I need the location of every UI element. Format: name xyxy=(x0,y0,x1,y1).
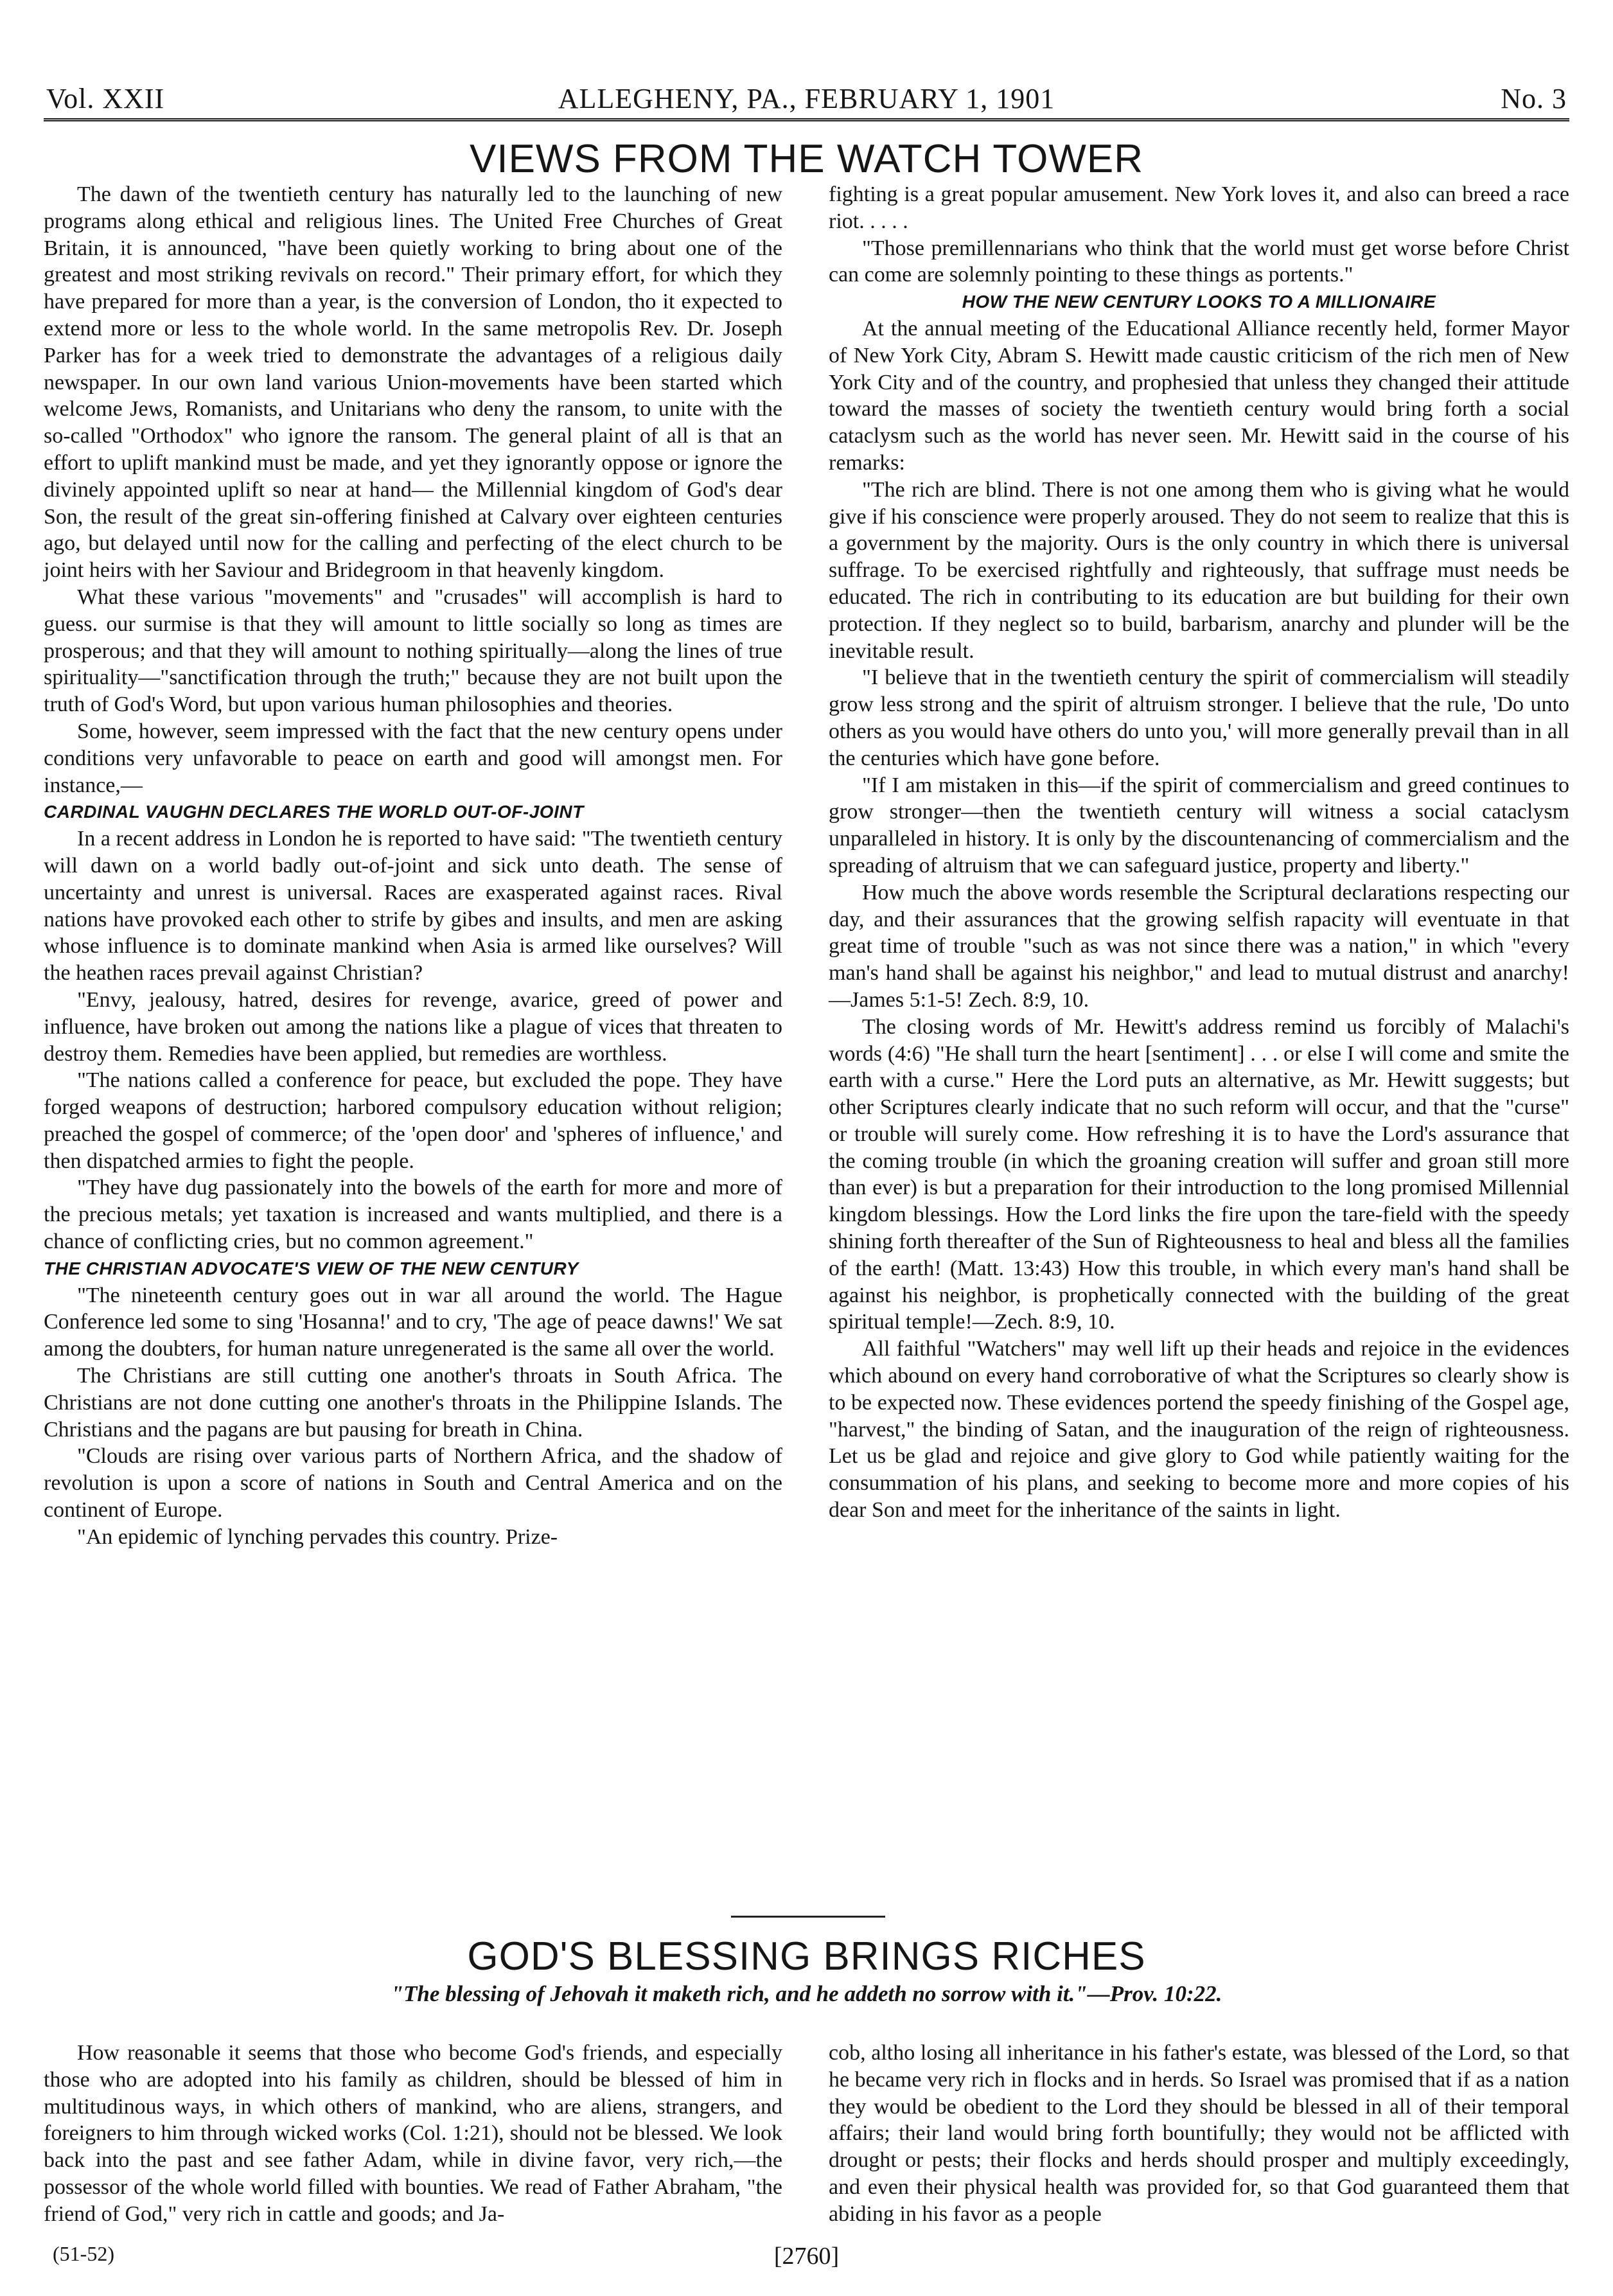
paragraph: "An epidemic of lynching pervades this country. Prize- xyxy=(77,1524,558,1549)
paragraph-continued: fighting is a great popular amusement. New York loves it, and also can breed a race riot. . . . . xyxy=(829,182,1569,233)
page-number: [2760] xyxy=(773,2243,840,2270)
paragraph: What these various "movements" and "crusades" will accomplish is hard to guess. our surmise is that they will amount to little socially so long as times are prosperous; and that they will amount to nothing spiritually—along the lines of true spirituality—"sanctification through the truth;" because they are not built upon the truth of God's Word, but upon various human philosophies and theories. xyxy=(44,585,782,717)
paragraph: The dawn of the twentieth century has naturally led to the launching of new programs along ethical and religious lines. The United Free Churches of Great Britain, it is announced, "have been quietly working to bring about one of the greatest and most striking revivals on record." Their primary effort, for which they have prepared for more than a year, is the conversion of London, tho it expected to extend more or less to the whole world. In the same metropolis Rev. Dr. Joseph Parker has for a week tried to demonstrate the advantages of a religious daily newspaper. In our own land various Union-movements have been started which welcome Jews, Romanists, and Unitarians who deny the ransom, to unite with the so-called "Orthodox" who ignore the ransom. The general plaint of all is that an effort to uplift mankind must be made, and yet they ignorantly oppose or ignore the divinely appointed uplift so near at hand— the Millennial kingdom of God's dear Son, the result of the great sin-offering finished at Calvary over eighteen centuries ago, but delayed until now for the calling and perfecting of the elect church to be joint heirs with her Saviour and Bridegroom in that heavenly kingdom. xyxy=(44,182,782,583)
footer-issue-pages: (51-52) xyxy=(53,2242,114,2265)
paragraph: "The rich are blind. There is not one among them who is giving what he would give if his conscience were properly aroused. They do not seem to realize that this is a government by the majority. Ours is the only country in which there is universal suffrage. To be exercised rightfully and righteously, that suffrage must needs be educated. The rich in contributing to its education are but building for their own protection. If they neglect so to build, barbarism, anarchy and plunder will be the inevitable result. xyxy=(829,477,1569,663)
newspaper-page xyxy=(44,77,1569,2274)
paragraph: Some, however, seem impressed with the fact that the new century opens under conditions very unfavorable to peace on earth and good will amongst men. For instance,— xyxy=(44,719,782,797)
paragraph: "They have dug passionately into the bowels of the earth for more and more of the precious metals; yet taxation is increased and wants multiplied, and there is a chance of conflicting cries, but no common agreement." xyxy=(44,1176,782,1254)
paragraph: "I believe that in the twentieth century the spirit of commercialism will steadily grow less strong and the spirit of altruism stronger. I believe that the rule, 'Do unto others as you would have others do unto you,' will more generally prevail than in all the centuries which have gone before. xyxy=(829,666,1569,770)
section-heading-advocate: THE CHRISTIAN ADVOCATE'S VIEW OF THE NEW CENTURY xyxy=(44,1258,579,1278)
article-title-gods-blessing: GOD'S BLESSING BRINGS RICHES xyxy=(467,1934,1146,1979)
paragraph: "Those premillennarians who think that the world must get worse before Christ can come are solemnly pointing to these things as portents." xyxy=(829,236,1569,287)
paragraph: "If I am mistaken in this—if the spirit of commercialism and greed continues to grow stronger—then the twentieth century will witness a social cataclysm unparalleled in history. It is only by the discountenancing of commercialism and the spreading of altruism that we can safeguard justice, property and liberty." xyxy=(829,773,1569,878)
paragraph: How reasonable it seems that those who become God's friends, and especially those who are adopted into his family as children, should be blessed of him in multitudinous ways, in which others of mankind, who are aliens, strangers, and foreigners to him through wicked works (Col. 1:21), should not be blessed. We look back into the past and see father Adam, while in divine favor, very rich,—the possessor of the whole world filled with bounties. We read of Father Abraham, "the friend of God," very rich in cattle and goods; and Ja- xyxy=(44,2041,782,2226)
paragraph: All faithful "Watchers" may well lift up their heads and rejoice in the evidences which abound on every hand corroborative of what the Scriptures so clearly show is to be expected now. These evidences portend the speedy finishing of the Gospel age, "harvest," the binding of Satan, and the inauguration of the reign of righteousness. Let us be glad and rejoice and give glory to God while patiently waiting for the consummation of his plans, and seeking to become more and more copies of his dear Son and meet for the inheritance of the saints in light. xyxy=(829,1337,1569,1523)
section-heading-vaughn: CARDINAL VAUGHN DECLARES THE WORLD OUT-OF-JOINT xyxy=(44,802,584,822)
article1-column-right xyxy=(829,181,1569,1524)
article-epigraph: "The blessing of Jehovah it maketh rich, and he addeth no sorrow with it."—Prov. 10:22. xyxy=(391,1981,1222,2006)
masthead-number: No. 3 xyxy=(1501,83,1567,114)
paragraph: In a recent address in London he is reported to have said: "The twentieth century will dawn on a world badly out-of-joint and sick unto death. The sense of uncertainty and unrest is universal. Races are exasperated against races. Rival nations have provoked each other to strife by gibes and insults, and men are asking whose influence is to dominate mankind when Asia is armed like ourselves? Will the heathen races prevail against Christian? xyxy=(44,827,782,985)
paragraph: "The nations called a conference for peace, but excluded the pope. They have forged weapons of destruction; harbored compulsory education without religion; preached the gospel of commerce; of the 'open door' and 'spheres of influence,' and then dispatched armies to fight the people. xyxy=(44,1068,782,1173)
paragraph: At the annual meeting of the Educational Alliance recently held, former Mayor of New York City, Abram S. Hewitt made caustic criticism of the rich men of New York City and of the country, and prophesied that unless they changed their attitude toward the masses of society the twentieth century would bring forth a social cataclysm such as the world has never seen. Mr. Hewitt said in the course of his remarks: xyxy=(829,316,1569,475)
article2-column-left xyxy=(44,2040,782,2228)
article1-column-left xyxy=(44,181,782,1551)
masthead-place-date: ALLEGHENY, PA., FEBRUARY 1, 1901 xyxy=(558,83,1055,114)
article2-column-right xyxy=(829,2040,1569,2228)
section-heading-millionaire: HOW THE NEW CENTURY LOOKS TO A MILLIONAIRE xyxy=(962,292,1436,312)
article-title-watch-tower: VIEWS FROM THE WATCH TOWER xyxy=(470,137,1143,181)
paragraph: "Clouds are rising over various parts of Northern Africa, and the shadow of revolution is upon a score of nations in South and Central America and on the continent of Europe. xyxy=(44,1444,782,1523)
masthead-volume: Vol. XXII xyxy=(46,83,165,114)
paragraph-continued: cob, altho losing all inheritance in his father's estate, was blessed of the Lord, so that he became very rich in flocks and in herds. So Israel was promised that if as a nation they would be obedient to the Lord they should be blessed in all of their temporal affairs; their land would bring forth bountifully; they would not be afflicted with drought or pests; their flocks and herds should prosper and multiply exceedingly, and even their physical health was provided for, so that God guaranteed them that abiding in his favor as a people xyxy=(829,2041,1569,2226)
article-divider xyxy=(731,1916,885,1918)
paragraph: How much the above words resemble the Scriptural declarations respecting our day, and their assurances that the growing selfish rapacity will eventuate in that great time of trouble "such as was not since there was a nation," in which "every man's hand shall be against his neighbor," and lead to mutual distrust and anarchy!—James 5:1-5! Zech. 8:9, 10. xyxy=(829,880,1569,1012)
paragraph: The closing words of Mr. Hewitt's address remind us forcibly of Malachi's words (4:6) "He shall turn the heart [sentiment] . . . or else I will come and smite the earth with a curse." Here the Lord puts an alternative, as Mr. Hewitt suggests; but other Scriptures clearly indicate that no such reform will occur, and that the "curse" or trouble will surely come. How refreshing it is to have the Lord's assurance that the coming trouble (in which the groaning creation will suffer and groan still more than ever) is but a preparation for their introduction to the long promised Millennial kingdom blessings. How the Lord links the fire upon the tare-field with the speedy shining forth thereafter of the Sun of Righteousness to heal and bless all the families of the earth! (Matt. 13:43) How this trouble, in which every man's hand shall be against his neighbor, is prophetically connected with the building of the great spiritual temple!—Zech. 8:9, 10. xyxy=(829,1014,1569,1334)
masthead xyxy=(44,77,1569,121)
paragraph: "Envy, jealousy, hatred, desires for revenge, avarice, greed of power and influence, have broken out among the nations like a plague of vices that threaten to destroy them. Remedies have been applied, but remedies are worthless. xyxy=(44,987,782,1066)
paragraph: The Christians are still cutting one another's throats in South Africa. The Christians are not done cutting one another's throats in the Philippine Islands. The Christians and the pagans are but pausing for breath in China. xyxy=(44,1364,782,1442)
paragraph: "The nineteenth century goes out in war all around the world. The Hague Conference led some to sing 'Hosanna!' and to cry, 'The age of peace dawns!' We sat among the doubters, for human nature unregenerated is the same all over the world. xyxy=(44,1283,782,1361)
